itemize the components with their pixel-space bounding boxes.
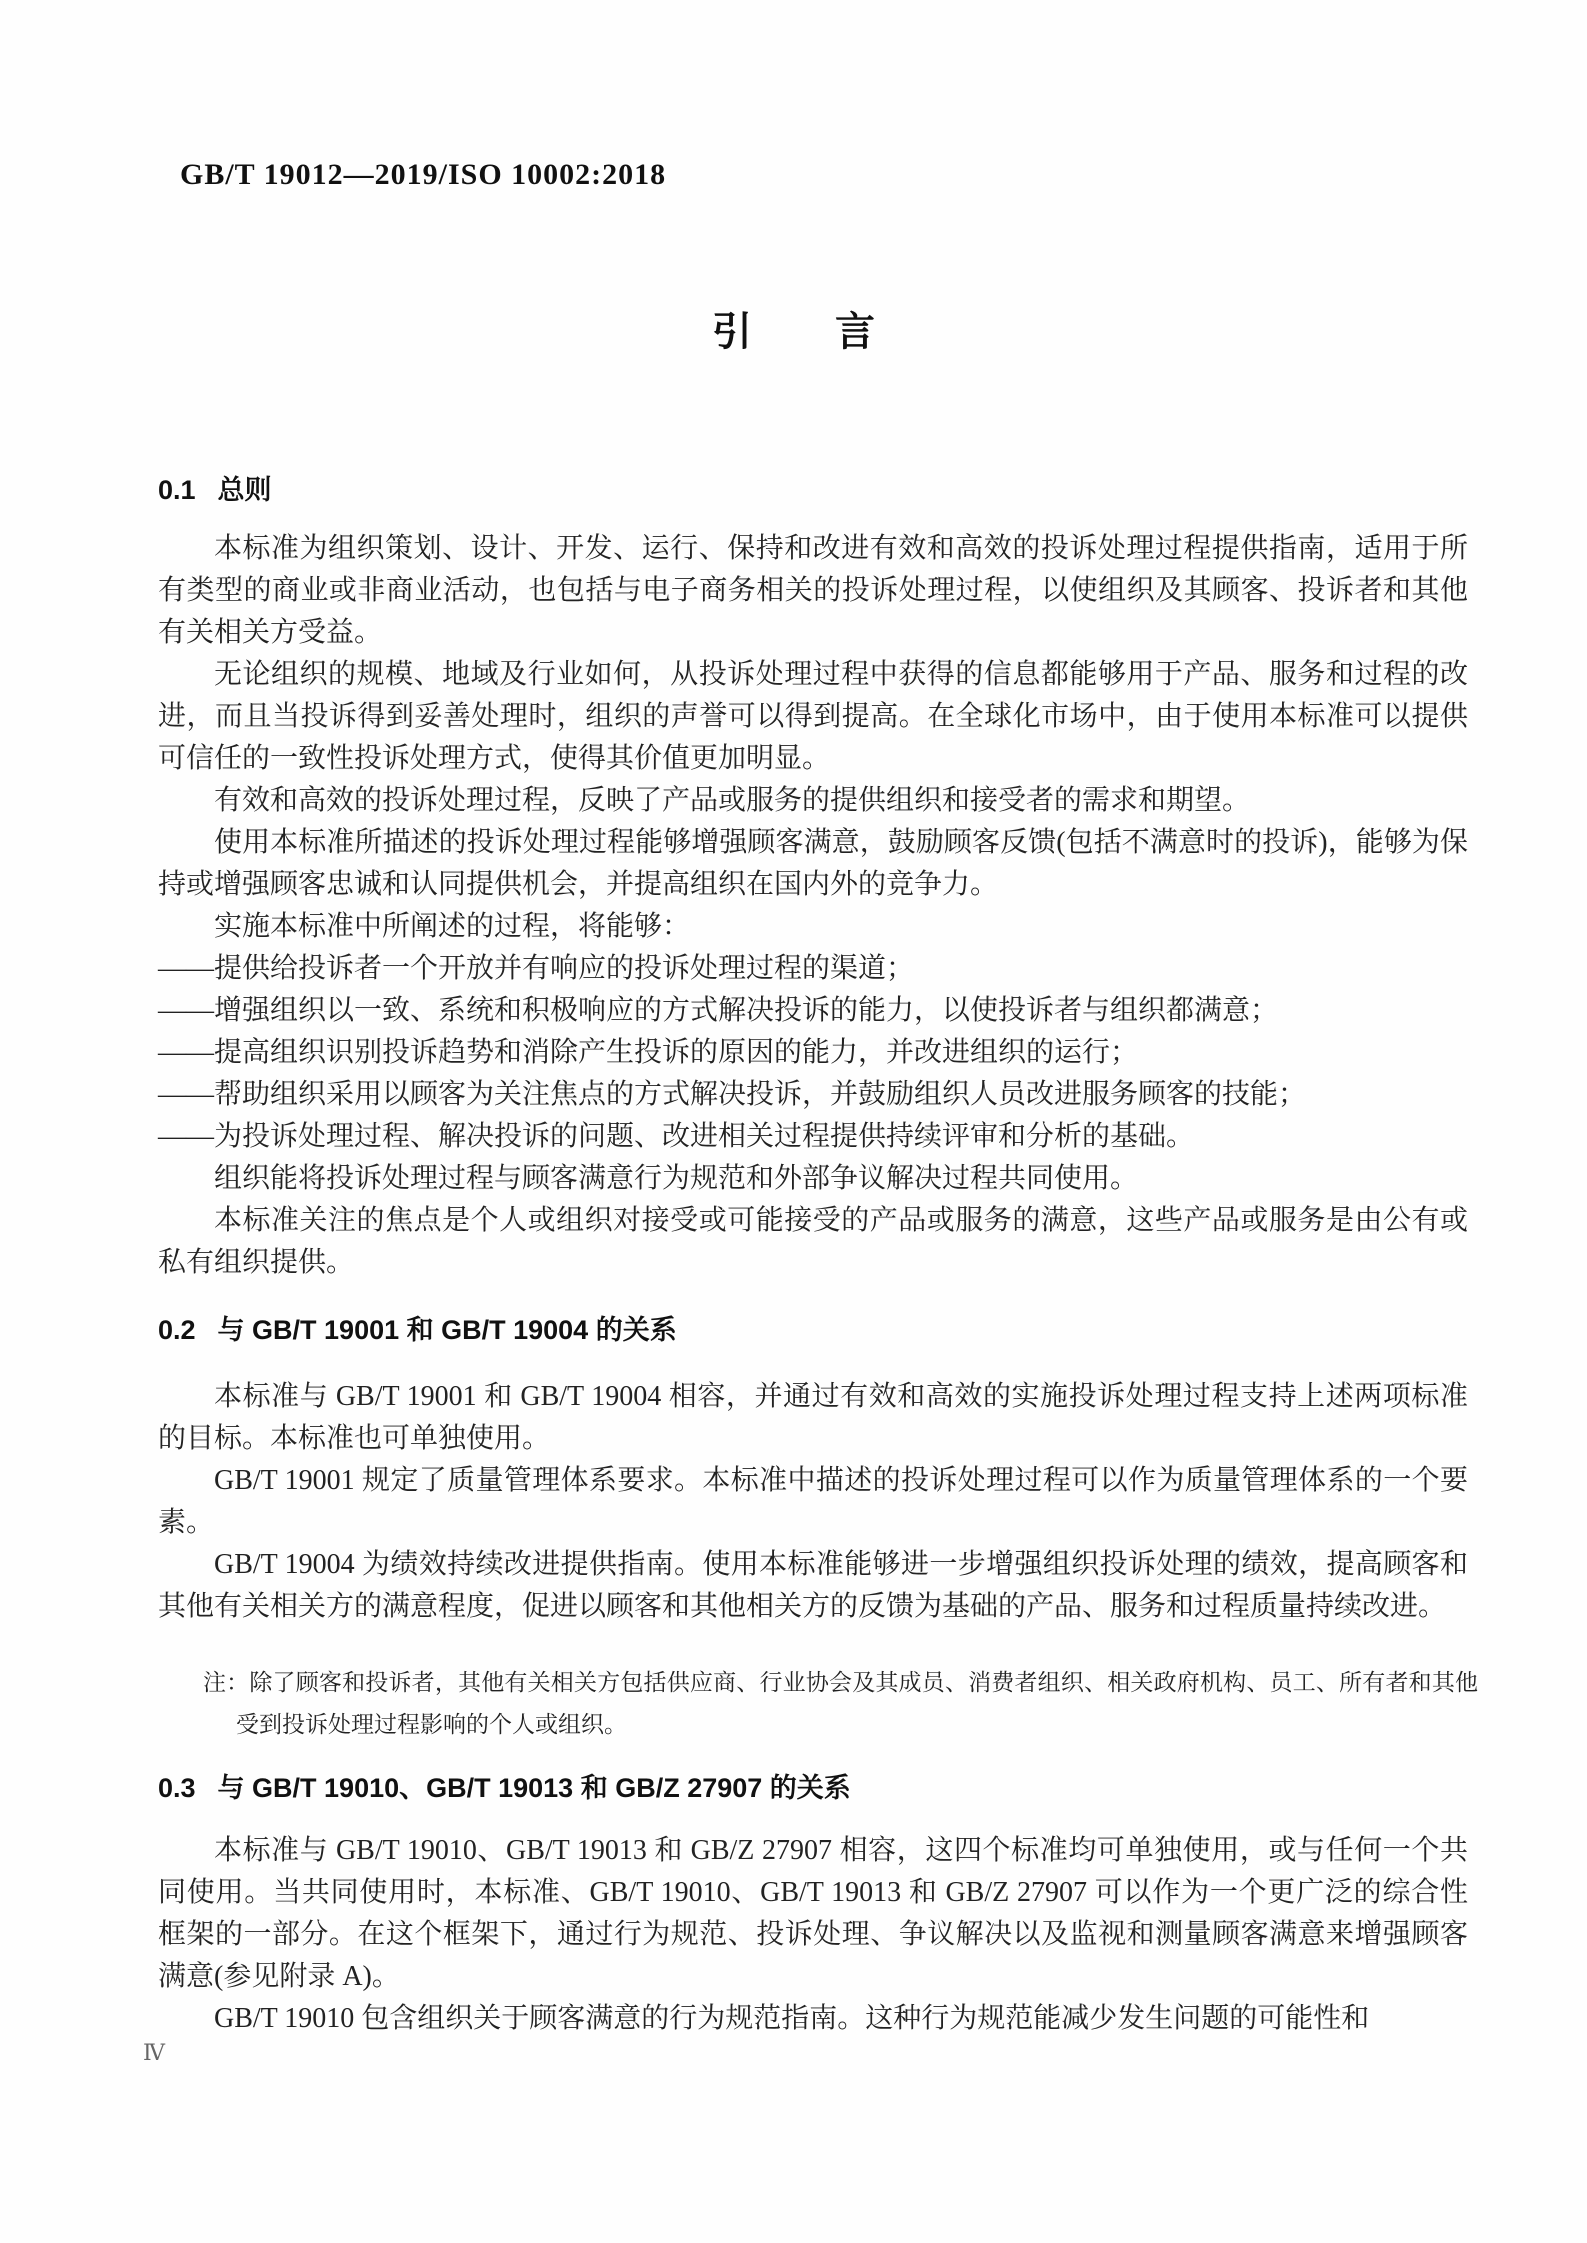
paragraph: 本标准为组织策划、设计、开发、运行、保持和改进有效和高效的投诉处理过程提供指南，适用于所有类型的商业或非商业活动，也包括与电子商务相关的投诉处理过程，以使组织及其顾客、投诉者和其他有关相关方受益。	[158, 533, 1468, 648]
page-number: Ⅳ	[143, 2040, 165, 2065]
paragraph: GB/T 19001 规定了质量管理体系要求。本标准中描述的投诉处理过程可以作为质量管理体系的一个要素。	[158, 1465, 1468, 1538]
section-0-2-heading	[158, 1308, 677, 1347]
paragraph: 组织能将投诉处理过程与顾客满意行为规范和外部争议解决过程共同使用。	[214, 1163, 1139, 1194]
section-0-2-body	[158, 1376, 1468, 1628]
paragraph: 有效和高效的投诉处理过程，反映了产品或服务的提供组织和接受者的需求和期望。	[214, 785, 1251, 816]
paragraph: 本标准关注的焦点是个人或组织对接受或可能接受的产品或服务的满意，这些产品或服务是由公有或私有组织提供。	[158, 1205, 1468, 1278]
list-item: ——增强组织以一致、系统和积极响应的方式解决投诉的能力，以使投诉者与组织都满意；	[158, 995, 1279, 1026]
list-item: ——帮助组织采用以顾客为关注焦点的方式解决投诉，并鼓励组织人员改进服务顾客的技能；	[158, 1079, 1307, 1110]
section-0-3-title: 与 GB/T 19010、GB/T 19013 和 GB/Z 27907 的关系	[217, 1773, 851, 1803]
section-0-1-title: 总则	[217, 475, 272, 505]
section-0-2-number: 0.2	[158, 1315, 196, 1345]
paragraph: 无论组织的规模、地域及行业如何，从投诉处理过程中获得的信息都能够用于产品、服务和过程的改进，而且当投诉得到妥善处理时，组织的声誉可以得到提高。在全球化市场中，由于使用本标准可以提供可信任的一致性投诉处理方式，使得其价值更加明显。	[158, 659, 1468, 774]
paragraph: 本标准与 GB/T 19010、GB/T 19013 和 GB/Z 27907 相容，这四个标准均可单独使用，或与任何一个共同使用。当共同使用时，本标准、GB/T 19010、GB/T 19013 和 GB/Z 27907 可以作为一个更广泛的综合性框架的一部分。在这个框架下，通过行为规范、投诉处理、争议解决以及监视和测量顾客满意来增强顾客满意(参见附录 A)。	[158, 1835, 1468, 1992]
paragraph: GB/T 19010 包含组织关于顾客满意的行为规范指南。这种行为规范能减少发生问题的可能性和	[214, 2003, 1370, 2034]
page-title	[0, 300, 1587, 357]
section-0-1-number: 0.1	[158, 475, 196, 505]
note	[158, 1662, 1478, 1746]
section-0-2-title: 与 GB/T 19001 和 GB/T 19004 的关系	[217, 1315, 677, 1345]
section-0-3-heading	[158, 1766, 851, 1805]
list-item: ——提供给投诉者一个开放并有响应的投诉处理过程的渠道；	[158, 953, 915, 984]
list-item: ——提高组织识别投诉趋势和消除产生投诉的原因的能力，并改进组织的运行；	[158, 1037, 1139, 1068]
title-char-2: 言	[835, 310, 875, 354]
note-text: 除了顾客和投诉者，其他有关相关方包括供应商、行业协会及其成员、消费者组织、相关政府机构、员工、所有者和其他受到投诉处理过程影响的个人或组织。	[236, 1670, 1479, 1737]
section-0-3-body	[158, 1830, 1468, 2040]
section-0-1-heading	[158, 468, 272, 507]
paragraph: 使用本标准所描述的投诉处理过程能够增强顾客满意，鼓励顾客反馈(包括不满意时的投诉)，能够为保持或增强顾客忠诚和认同提供机会，并提高组织在国内外的竞争力。	[158, 827, 1468, 900]
paragraph: GB/T 19004 为绩效持续改进提供指南。使用本标准能够进一步增强组织投诉处理的绩效，提高顾客和其他有关相关方的满意程度，促进以顾客和其他相关方的反馈为基础的产品、服务和过程质量持续改进。	[158, 1549, 1468, 1622]
paragraph: 实施本标准中所阐述的过程，将能够：	[214, 911, 691, 942]
title-char-1: 引	[712, 310, 752, 354]
paragraph: 本标准与 GB/T 19001 和 GB/T 19004 相容，并通过有效和高效的实施投诉处理过程支持上述两项标准的目标。本标准也可单独使用。	[158, 1381, 1468, 1454]
document-code: GB/T 19012—2019/ISO 10002:2018	[180, 158, 667, 191]
section-0-1-body	[158, 528, 1468, 1284]
note-label: 注：	[203, 1670, 250, 1695]
section-0-3-number: 0.3	[158, 1773, 196, 1803]
list-item: ——为投诉处理过程、解决投诉的问题、改进相关过程提供持续评审和分析的基础。	[158, 1121, 1195, 1152]
